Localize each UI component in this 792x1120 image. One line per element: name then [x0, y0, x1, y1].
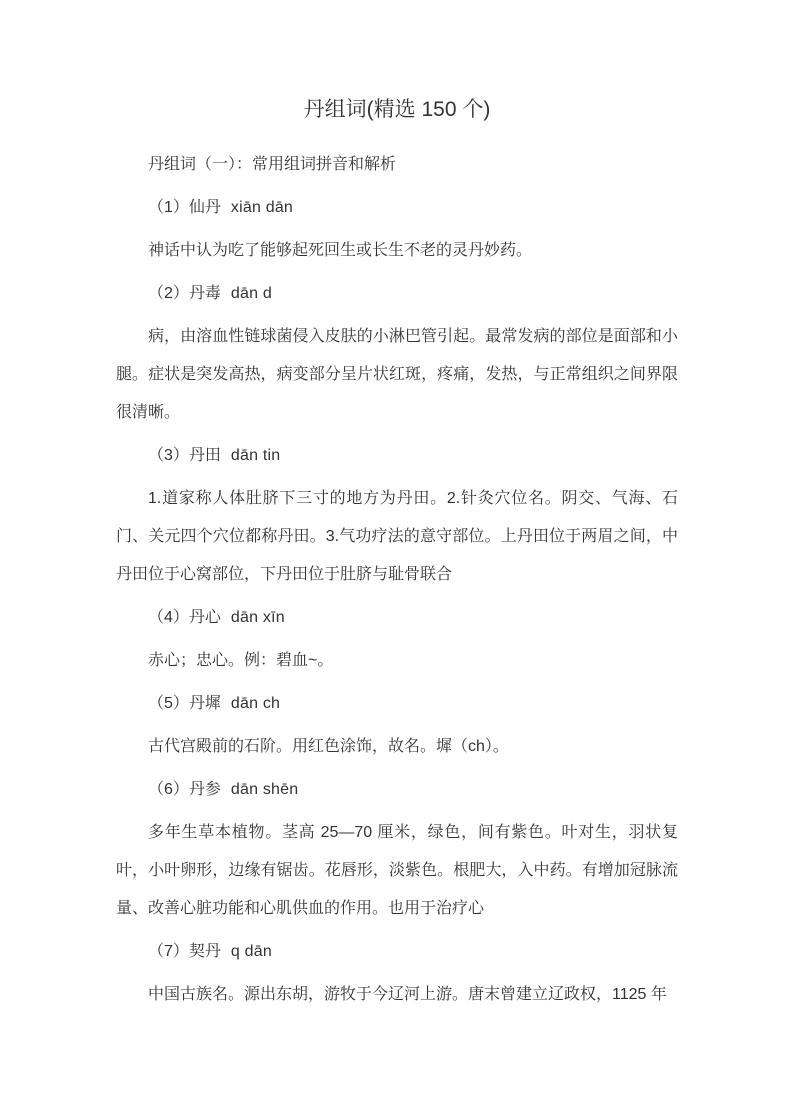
entry-pinyin: dān ch — [230, 695, 281, 712]
entry-word: 丹心 — [188, 609, 221, 626]
entry-pinyin: q dān — [230, 943, 272, 960]
entry-number: （3） — [148, 447, 189, 464]
entry-term — [116, 599, 678, 637]
entry-definition: 古代宫殿前的石阶。用红色涂饰，故名。墀（ch）。 — [148, 738, 509, 755]
entry-pinyin: dān xīn — [230, 609, 285, 626]
entry-term — [116, 275, 678, 313]
entry-definition: 赤心；忠心。例：碧血~。 — [148, 652, 334, 669]
entry-number: （6） — [148, 781, 189, 798]
entry-definition: 中国古族名。源出东胡，游牧于今辽河上游。唐末曾建立辽政权，1125 年 — [148, 986, 667, 1003]
entry-term — [116, 933, 678, 971]
entry-word: 丹田 — [188, 447, 221, 464]
entry-term — [116, 437, 678, 475]
section-heading: 丹组词（一）：常用组词拼音和解析 — [148, 156, 397, 173]
entry-pinyin: xiān dān — [230, 199, 294, 216]
entry-number: （7） — [148, 943, 189, 960]
entry-number: （2） — [148, 285, 189, 302]
entry-pinyin: dān d — [230, 285, 272, 302]
entry-definition: 病，由溶血性链球菌侵入皮肤的小淋巴管引起。最常发病的部位是面部和小腿。症状是突发高热，病变部分呈片状红斑，疼痛，发热，与正常组织之间界限很清晰。 — [116, 328, 678, 421]
entry-term — [116, 685, 678, 723]
document-title: 丹组词(精选 150 个) — [303, 98, 491, 121]
entry-number: （4） — [148, 609, 189, 626]
entry-word: 丹参 — [188, 781, 221, 798]
entry-number: （5） — [148, 695, 189, 712]
entry-term — [116, 189, 678, 227]
entry-word: 契丹 — [188, 943, 221, 960]
entry-pinyin: dān tin — [230, 447, 281, 464]
entry-number: （1） — [148, 199, 189, 216]
entry-word: 丹毒 — [188, 285, 221, 302]
entry-word: 仙丹 — [188, 199, 221, 216]
entry-definition: 多年生草本植物。茎高 25—70 厘米，绿色，间有紫色。叶对生，羽状复叶，小叶卵形，边缘有锯齿。花唇形，淡紫色。根肥大，入中药。有增加冠脉流量、改善心脏功能和心肌供血的作用。也用于治疗心 — [116, 824, 678, 917]
entry-term — [116, 771, 678, 809]
entry-definition: 1.道家称人体肚脐下三寸的地方为丹田。2.针灸穴位名。阴交、气海、石门、关元四个穴位都称丹田。3.气功疗法的意守部位。上丹田位于两眉之间，中丹田位于心窝部位，下丹田位于肚脐与耻骨联合 — [116, 490, 678, 583]
entry-word: 丹墀 — [188, 695, 221, 712]
entry-pinyin: dān shēn — [230, 781, 299, 798]
entry-definition: 神话中认为吃了能够起死回生或长生不老的灵丹妙药。 — [148, 242, 533, 259]
